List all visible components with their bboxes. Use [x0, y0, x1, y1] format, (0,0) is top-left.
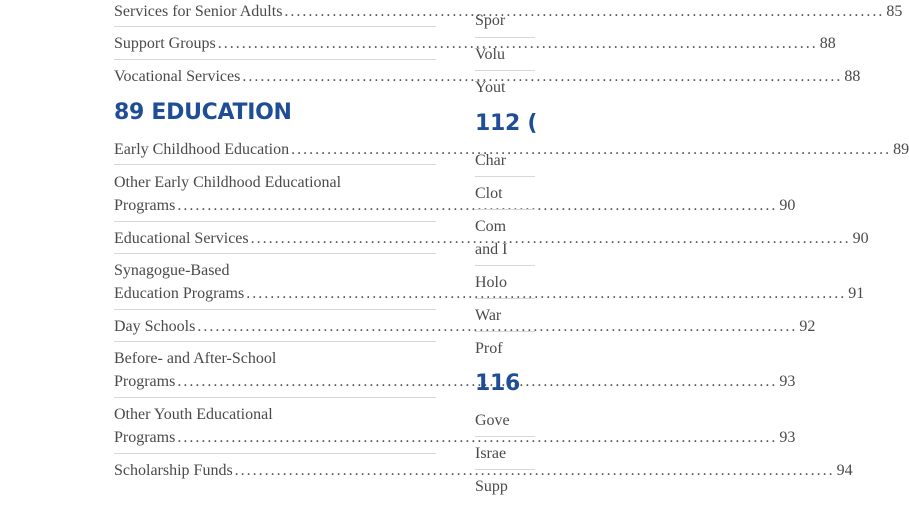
- toc-entry[interactable]: Holo: [475, 274, 507, 291]
- toc-entry-title: Support Groups: [114, 35, 216, 52]
- divider: [475, 209, 535, 210]
- divider: [475, 469, 535, 470]
- toc-entry-title: Vocational Services: [114, 68, 241, 85]
- toc-entry-title: Day Schools: [114, 318, 196, 335]
- divider: [114, 341, 436, 342]
- toc-entry-page: 90: [779, 197, 796, 214]
- toc-entry[interactable]: Com: [475, 218, 507, 235]
- toc-entry-title: Educational Services: [114, 230, 249, 247]
- toc-entry[interactable]: Char: [475, 152, 507, 169]
- section-heading: 89 EDUCATION: [114, 100, 292, 125]
- toc-entry-page: 91: [848, 285, 865, 302]
- toc-entry-title: Other Early Childhood Educational: [114, 174, 342, 191]
- divider: [114, 309, 436, 310]
- dot-leader: [218, 32, 818, 55]
- toc-entry[interactable]: Gove: [475, 412, 510, 429]
- dot-leader: [291, 138, 891, 161]
- toc-entry[interactable]: Israe: [475, 445, 507, 462]
- toc-entry[interactable]: [114, 459, 853, 482]
- toc-entry-title-continued: Programs: [114, 429, 176, 446]
- toc-entry-continued[interactable]: and I: [475, 241, 508, 258]
- divider: [114, 26, 436, 27]
- divider: [475, 37, 535, 38]
- toc-entry-title: Synagogue-Based: [114, 262, 230, 279]
- toc-entry[interactable]: Supp: [475, 478, 508, 495]
- toc-entry[interactable]: Prof: [475, 340, 503, 357]
- divider: [475, 265, 535, 266]
- divider: [114, 253, 436, 254]
- toc-entry-title: Before- and After-School: [114, 350, 277, 367]
- divider: [475, 331, 535, 332]
- toc-entry[interactable]: Yout: [475, 79, 506, 96]
- toc-entry-title: Other Youth Educational: [114, 406, 273, 423]
- toc-entry[interactable]: Volu: [475, 46, 505, 63]
- dot-leader: [251, 227, 851, 250]
- toc-entry-page: 93: [779, 373, 796, 390]
- divider: [114, 164, 436, 165]
- divider: [114, 221, 436, 222]
- dot-leader: [235, 459, 835, 482]
- toc-entry-page: 93: [779, 429, 796, 446]
- divider: [114, 59, 436, 60]
- toc-entry-page: 88: [819, 35, 836, 52]
- divider: [475, 70, 535, 71]
- dot-leader: [284, 0, 884, 23]
- toc-entry-page: 85: [886, 3, 903, 20]
- toc-entry-page: 94: [836, 462, 853, 479]
- toc-entry-title-continued: Programs: [114, 197, 176, 214]
- divider: [475, 436, 535, 437]
- toc-entry[interactable]: Clot: [475, 185, 503, 202]
- dot-leader: [246, 282, 846, 305]
- toc-entry-page: 90: [852, 230, 869, 247]
- dot-leader: [242, 65, 842, 88]
- toc-entry[interactable]: Spor: [475, 12, 506, 29]
- divider: [114, 397, 436, 398]
- toc-entry-title: Services for Senior Adults: [114, 3, 283, 20]
- divider: [475, 298, 535, 299]
- toc-entry-title: Scholarship Funds: [114, 462, 233, 479]
- toc-entry-title-continued: Education Programs: [114, 285, 245, 302]
- toc-entry-page: 88: [844, 68, 861, 85]
- toc-entry-page: 92: [799, 318, 816, 335]
- section-heading: 116: [475, 371, 521, 396]
- section-heading: 112 (: [475, 111, 538, 136]
- divider: [475, 176, 535, 177]
- divider: [114, 453, 436, 454]
- toc-entry-title: Early Childhood Education: [114, 141, 290, 158]
- toc-entry-title-continued: Programs: [114, 373, 176, 390]
- toc-entry[interactable]: War: [475, 307, 502, 324]
- toc-entry-page: 89: [893, 141, 909, 158]
